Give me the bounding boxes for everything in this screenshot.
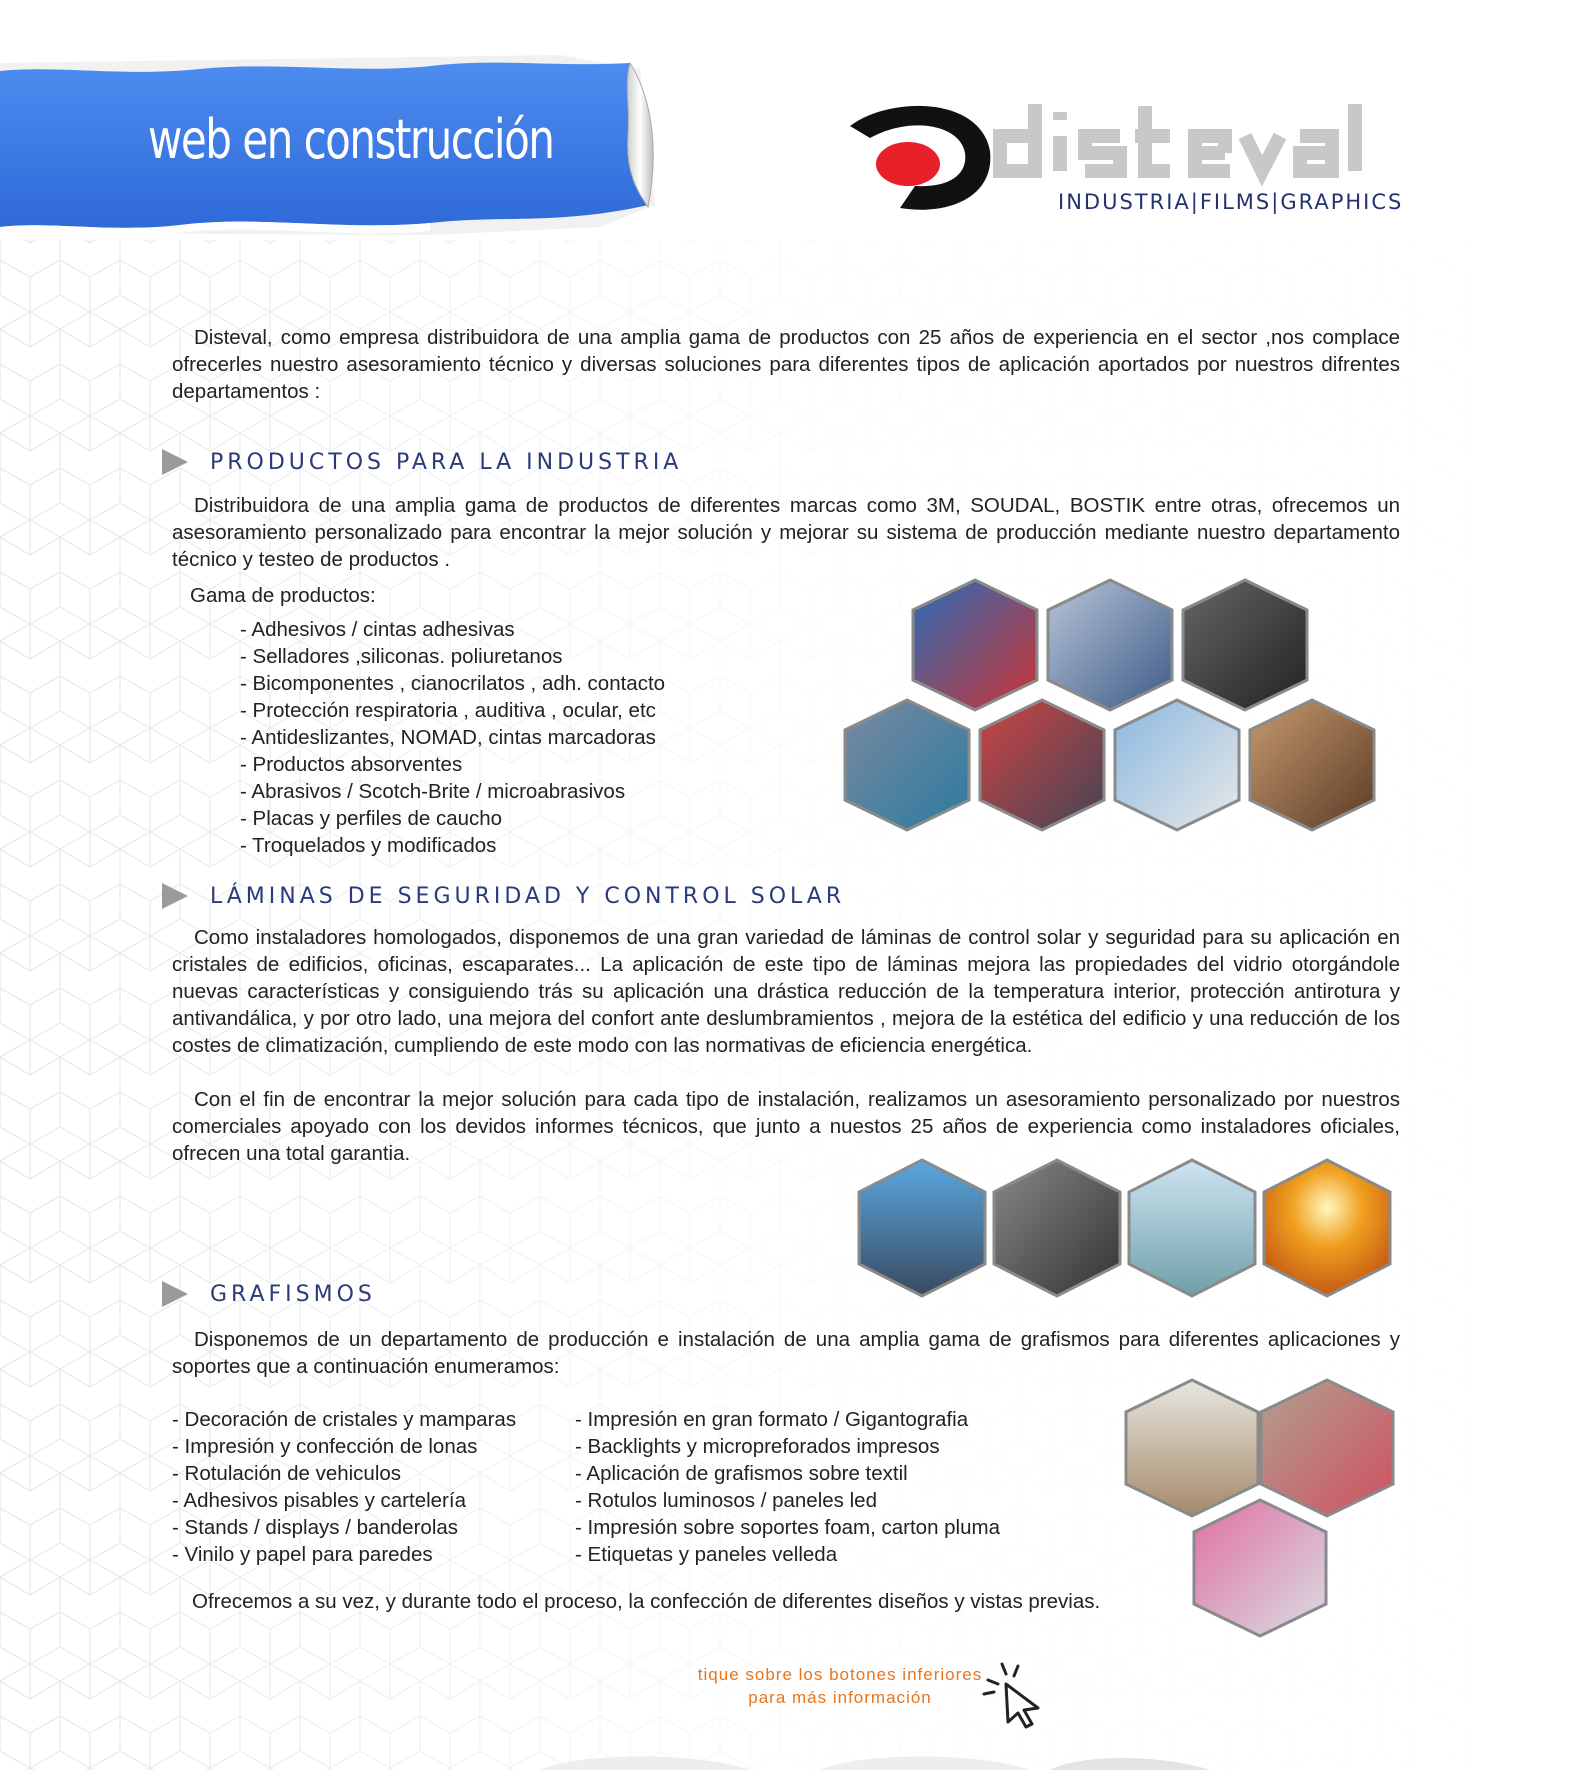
laminas-image-gallery [855, 1156, 1405, 1306]
list-item: - Abrasivos / Scotch-Brite / microabrasivos [240, 780, 626, 803]
list-item: - Selladores ,siliconas. poliuretanos [240, 645, 563, 668]
hex-image-tapes [980, 700, 1104, 830]
list-item: - Bicomponentes , cianocrilatos , adh. contacto [240, 672, 666, 695]
list-item: - Rotulación de vehiculos [172, 1462, 402, 1485]
hex-image-broken-glass [994, 1160, 1120, 1296]
hex-image-vehicle-wrap [1261, 1380, 1393, 1516]
cursor-click-icon [980, 1660, 1060, 1730]
bottom-buttons-strip[interactable] [520, 1750, 1220, 1770]
laminas-paragraph-2: Con el fin de encontrar la mejor solución para cada tipo de instalación, realizamos un asesoramiento personalizado por nuestros comerciales apoyado con los devidos informes técnicos, que junto a nuestos 25 años de experiencia como instaladores oficiales, ofrecen una total garantia. [172, 1088, 1400, 1165]
laminas-paragraph-1: Como instaladores homologados, disponemos de una gran variedad de láminas de control solar y seguridad para su aplicación en cristales de edificios, oficinas, escaparates... La aplicación de este tipo de láminas mejora las propiedades del vidrio otorgándole nuevas características y consiguiendo trás su aplicación una drástica reducción de la temperatura interior, protección antirotura y antivandálica, y por otro lado, una mejora del confort ante deslumbramientos , mejora de la estética del edificio y una reducción de los costes de climatización, cumpliendo de este modo con las normativas de eficiencia energética. [172, 926, 1400, 1057]
logo-symbol-icon [850, 106, 990, 210]
section-heading-industria: PRODUCTOS PARA LA INDUSTRIA [162, 446, 682, 478]
list-item: - Rotulos luminosos / paneles led [575, 1489, 877, 1512]
list-item: - Etiquetas y paneles velleda [575, 1543, 838, 1566]
list-item: - Adhesivos / cintas adhesivas [240, 618, 515, 641]
cta-line-2: para más información [748, 1688, 932, 1707]
grafismos-list-right [575, 1406, 1000, 1568]
list-item: - Impresión sobre soportes foam, carton pluma [575, 1516, 1000, 1539]
triangle-bullet-icon [162, 449, 188, 475]
cta-text [660, 1663, 1020, 1709]
industria-image-gallery [840, 578, 1400, 848]
hex-image-floor [1048, 580, 1172, 710]
list-item: - Impresión y confección de lonas [172, 1435, 478, 1458]
list-item: - Placas y perfiles de caucho [240, 807, 503, 830]
section-heading-laminas: LÁMINAS DE SEGURIDAD Y CONTROL SOLAR [162, 880, 845, 912]
hex-image-sealant [1250, 700, 1374, 830]
industria-subtitle: Gama de productos: [190, 584, 376, 607]
list-item: - Decoración de cristales y mamparas [172, 1408, 517, 1431]
list-item: - Backlights y micropreforados impresos [575, 1435, 940, 1458]
list-item: - Adhesivos pisables y cartelería [172, 1489, 466, 1512]
intro-paragraph: Disteval, como empresa distribuidora de una amplia gama de productos con 25 años de experiencia en el sector ,nos complace ofrecerles nuestro asesoramiento técnico y diversas soluciones para diferentes tipos de aplicación aportados por nuestros difrentes departamentos : [172, 326, 1400, 403]
list-item: - Productos absorventes [240, 753, 463, 776]
grafismos-list-left [172, 1406, 516, 1568]
grafismos-paragraph: Disponemos de un departamento de producción e instalación de una amplia gama de grafismos para diferentes aplicaciones y soportes que a continuación enumeramos: [172, 1328, 1400, 1378]
list-item: - Vinilo y papel para paredes [172, 1543, 433, 1566]
banner-title: web en construcción [148, 108, 554, 171]
hex-image-respirator [913, 580, 1037, 710]
list-item: - Aplicación de grafismos sobre textil [575, 1462, 908, 1485]
triangle-bullet-icon [162, 883, 188, 909]
list-item: - Antideslizantes, NOMAD, cintas marcadoras [240, 726, 656, 749]
section-heading-grafismos: GRAFISMOS [162, 1278, 376, 1310]
grafismos-closing: Ofrecemos a su vez, y durante todo el proceso, la confección de diferentes diseños y vistas previas. [192, 1590, 1101, 1613]
logo-tagline: INDUSTRIA|FILMS|GRAPHICS [1058, 190, 1404, 214]
hex-image-office-window [1129, 1160, 1255, 1296]
list-item: - Troquelados y modificados [240, 834, 497, 857]
hex-image-heat-thermometer [1264, 1160, 1390, 1296]
industria-paragraph: Distribuidora de una amplia gama de productos de diferentes marcas como 3M, SOUDAL, BOSTIK entre otras, ofrecemos un asesoramiento personalizado para encontrar la mejor solución y mejorar su sistema de producción mediante nuestro departamento técnico y testeo de productos . [172, 494, 1400, 571]
hex-image-glass-decoration [1126, 1380, 1258, 1516]
hex-image-backlight [1194, 1500, 1326, 1636]
list-item: - Protección respiratoria , auditiva , ocular, etc [240, 699, 656, 722]
hex-image-antislip [1183, 580, 1307, 710]
hex-image-buildings [859, 1160, 985, 1296]
cta-line-1: tique sobre los botones inferiores [697, 1665, 983, 1684]
industria-product-list [240, 616, 665, 859]
list-item: - Impresión en gran formato / Gigantografia [575, 1408, 969, 1431]
hex-image-adhesives [845, 700, 969, 830]
hex-image-absorbent [1115, 700, 1239, 830]
list-item: - Stands / displays / banderolas [172, 1516, 459, 1539]
triangle-bullet-icon [162, 1281, 188, 1307]
